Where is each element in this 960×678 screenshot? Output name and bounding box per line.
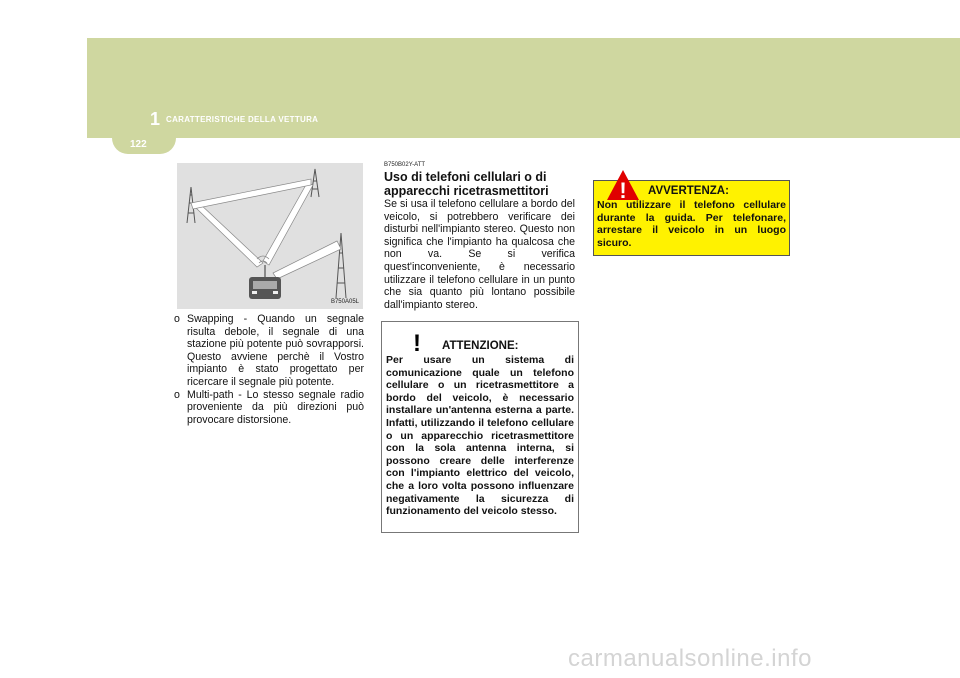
list-item bbox=[174, 389, 364, 427]
watermark-text: carmanualsonline.info bbox=[568, 645, 812, 672]
warning-box bbox=[593, 180, 790, 256]
chapter-title: CARATTERISTICHE DELLA VETTURA bbox=[166, 115, 319, 124]
bullet-marker: o bbox=[174, 388, 180, 401]
antenna-illustration bbox=[177, 163, 363, 309]
caution-box bbox=[381, 321, 579, 533]
bullet-text: Swapping - Quando un segnale risulta debole, il segnale di una stazione più potente può sovrapporsi. Questo avviene perchè il Vostro impianto è stato progettato per ricercare il segnale più potente. bbox=[187, 313, 364, 388]
bullet-text: Multi-path - Lo stesso segnale radio proveniente da più direzioni può provocare distorsione. bbox=[187, 388, 364, 426]
caution-body: Per usare un sistema di comunicazione quale un telefono cellulare o un ricetrasmettitore a bordo del veicolo, è necessario installare un'antenna esterna a parte. Infatti, utilizzando il telefono cellulare o un apparecchio ricetrasmettitore con la sola antenna interna, si possono creare delle interferenze con l'impianto elettrico del veicolo, che a loro volta possono influenzare negativamente la sicurezza di funzionamento del veicolo stesso. bbox=[386, 354, 574, 518]
figure-code: B750A05L bbox=[330, 299, 359, 305]
svg-text:!: ! bbox=[619, 178, 627, 201]
warning-title: AVVERTENZA: bbox=[648, 185, 729, 197]
exclamation-icon bbox=[401, 324, 433, 354]
left-column bbox=[174, 313, 364, 426]
section-title: Uso di telefoni cellulari o di apparecchi ricetrasmettitori bbox=[384, 170, 549, 198]
svg-text:!: ! bbox=[413, 330, 421, 354]
section-body: Se si usa il telefono cellulare a bordo del veicolo, si potrebbero verificare dei disturbi nell'impianto stereo. Questo non significa che l'impianto ha qualcosa che non va. Se si verifica quest'inconveniente, è necessario utilizzare il telefono cellulare in un punto che sia quanto più lontano possibile dall'impianto stereo. bbox=[384, 198, 575, 311]
page-number: 122 bbox=[130, 139, 147, 150]
warning-triangle-icon bbox=[606, 169, 640, 201]
antenna-signal-drawing bbox=[177, 163, 363, 309]
section-code: B750B02Y-ATT bbox=[384, 162, 426, 168]
car-icon bbox=[249, 265, 281, 299]
tower-top-icon bbox=[311, 169, 319, 197]
middle-column bbox=[384, 162, 575, 311]
bullet-marker: o bbox=[174, 313, 180, 325]
chapter-number: 1 bbox=[150, 109, 161, 129]
caution-title: ATTENZIONE: bbox=[442, 340, 519, 352]
list-item bbox=[174, 313, 364, 389]
warning-body: Non utilizzare il telefono cellulare durante la guida. Per telefonare, arrestare il veicolo in un luogo sicuro. bbox=[597, 199, 786, 249]
